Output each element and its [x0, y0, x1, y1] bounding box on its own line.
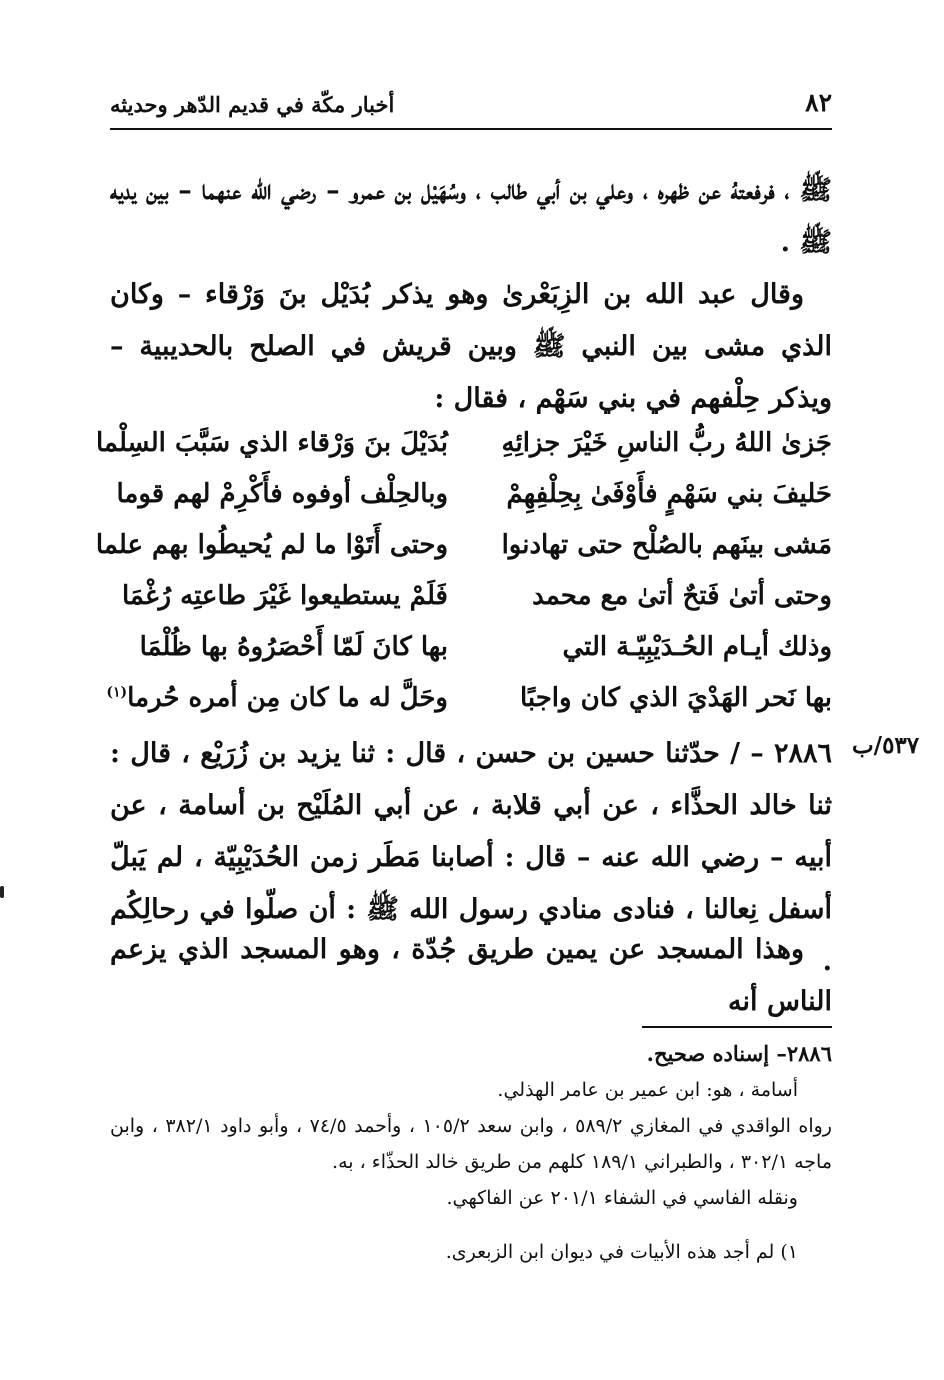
verse-1-first-hemistich: جَزىٰ اللهُ ربُّ الناسِ خَيْرَ جزائِهِ — [501, 428, 832, 458]
verse-3-second-hemistich: وحتى أَتَوْا ما لم يُحيطُوا بهم علما — [95, 530, 448, 560]
closing-text: وهذا المسجد عن يمين طريق جُدّة ، وهو المسجد الذي يزعم الناس أنه — [110, 934, 832, 1017]
verse-6-second-hemistich — [106, 673, 448, 724]
footnote-line-2: رواه الواقدي في المغازي ٥٨٩/٢ ، وابن سعد ١٠٥/٢ ، وأحمد ٧٤/٥ ، وأبو داود ٣٨٢/١ ، وابن ماجه ٣٠٢/١ ، والطبراني ١٨٩/١ كلهم من طريق خالد الحذّاء ، به. — [110, 1115, 832, 1173]
hadith-text: ٢٨٨٦ – / حدّثنا حسين بن حسن ، قال : ثنا يزيد بن زُرَيْع ، قال : ثنا خالد الحذَّاء ، عن أبي قلابة ، عن أبي المُلَيْح بن أسامة ، عن أبيه – رضي الله عنه – قال : أصابنا مَطَر زمن الحُدَيْبِيّة ، لم يَبلّ أسفل نِعالنا ، فنادى منادي رسول الله ﷺ : أن صلّوا في رحالِكُم . — [110, 738, 832, 977]
footnotes — [110, 1036, 832, 1270]
page-number: ٨٢ — [805, 88, 832, 117]
main-text — [110, 165, 832, 425]
verse-5-second-hemistich: بها كانَ لَمّا أَحْصَرُوهُ بها ظُلْمَا — [139, 632, 448, 662]
verse-1 — [96, 418, 832, 469]
verse-6-second-text: وحَلَّ له ما كان مِن أمره حُرما — [127, 683, 448, 713]
verse-2 — [110, 469, 832, 520]
verse-3 — [95, 520, 832, 571]
verse-2-first-hemistich: حَليفَ بني سَهْمٍ فأَوْفَىٰ بِحِلْفِهِمْ — [506, 479, 832, 509]
footnote-1: ١) لم أجد هذه الأبيات في ديوان ابن الزبعرى. — [445, 1241, 798, 1263]
verse-5-first-hemistich: وذلك أيـام الحُـدَيْبِيّـة التي — [562, 632, 832, 662]
verse-4 — [110, 571, 832, 622]
verse-6-first-hemistich: بها نَحر الهَدْيَ الذي كان واجبًا — [519, 683, 832, 713]
scan-edge-mark — [0, 886, 4, 898]
verse-3-first-hemistich: مَشى بينَهم بالصُلْح حتى تهادنوا — [501, 530, 832, 560]
verse-6 — [106, 673, 832, 724]
verse-4-second-hemistich: فَلَمْ يستطيعوا غَيْرَ طاعتِه رُغْمَا — [121, 581, 448, 611]
verse-1-second-hemistich: بُدَيْلَ بنَ وَرْقاء الذي سَبَّبَ السِلْما — [96, 428, 448, 458]
footnote-divider — [642, 1026, 832, 1028]
closing-paragraph — [110, 924, 832, 1028]
paragraph-1: ﷺ ، فرفعتهُ عن ظهره ، وعلي بن أبي طالب ، وسُهَيْل بن عمرو – رضي الله عنهما – بين يديه ﷺ . — [110, 175, 832, 258]
verse-5 — [110, 622, 832, 673]
footnote-line-3: ونقله الفاسي في الشفاء ٢٠١/١ عن الفاكهي. — [446, 1187, 798, 1209]
manuscript-margin-reference: ٥٣٧/ب — [852, 732, 920, 759]
footnote-heading: ٢٨٨٦– إسناده صحيح. — [646, 1041, 832, 1066]
verse-4-first-hemistich: وحتى أتىٰ فَتحٌ أتىٰ مع محمد — [532, 581, 832, 611]
running-title: أخبار مكّة في قديم الدّهر وحديثه — [110, 92, 395, 117]
verse-2-second-hemistich: وبالحِلْف أوفوه فأَكْرِمْ لهم قوما — [116, 479, 448, 509]
paragraph-2: وقال عبد الله بن الزِبَعْرىٰ وهو يذكر بُدَيْل بنَ وَرْقاء – وكان الذي مشى بين النبي ﷺ وبين قريش في الصلح بالحديبية – ويذكر حِلْفهم في بني سَهْم ، فقال : — [110, 279, 832, 414]
footnote-line-1: أسامة ، هو: ابن عمير بن عامر الهذلي. — [497, 1079, 798, 1101]
page-header — [110, 88, 832, 130]
footnote-marker[interactable]: (١) — [106, 684, 128, 701]
poem — [95, 418, 832, 724]
